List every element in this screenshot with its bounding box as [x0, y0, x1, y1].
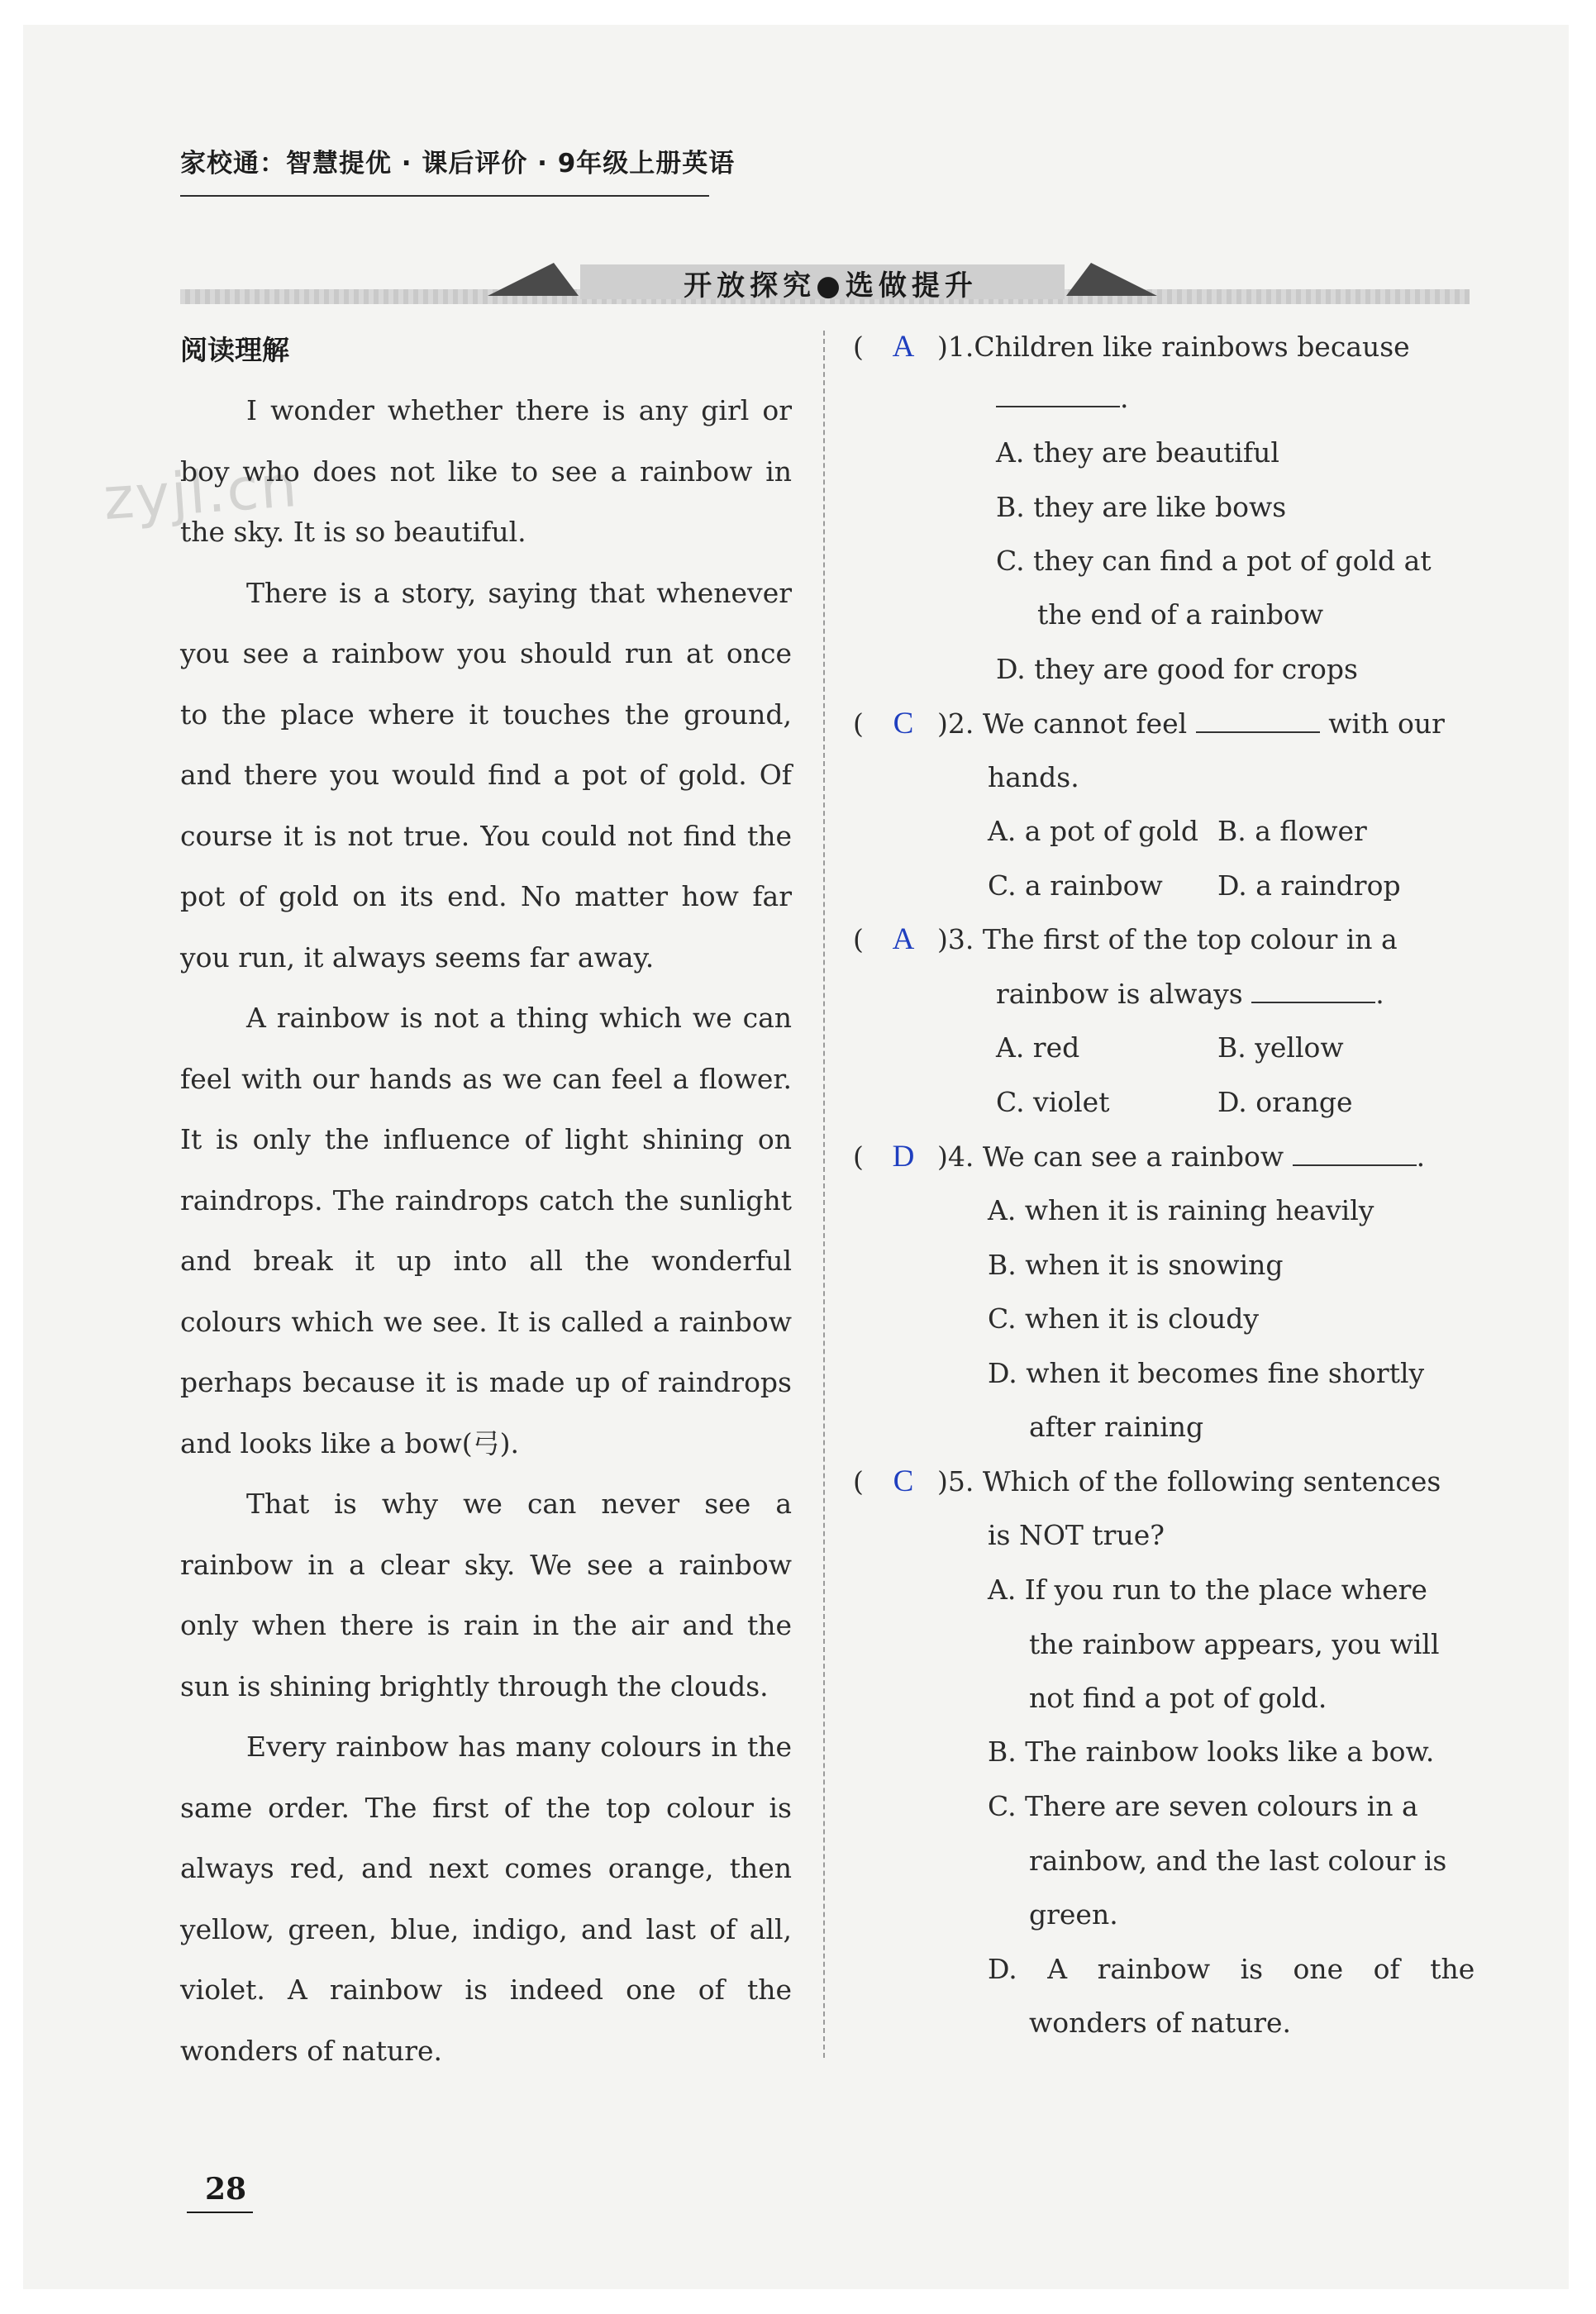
question-2-stem-cont: hands. — [988, 761, 1079, 793]
answer-blank — [1293, 1141, 1417, 1166]
banner-title: 开放探究●选做提升 — [684, 269, 978, 302]
q2-option-a: A. a pot of gold — [988, 815, 1198, 847]
column-divider — [823, 331, 825, 2058]
q4-option-a: A. when it is raining heavily — [988, 1194, 1374, 1226]
question-2-stem — [937, 707, 1445, 740]
question-4-stem-start: )4. We can see a rainbow — [937, 1140, 1284, 1173]
question-3-stem-cont-start: rainbow is always — [996, 978, 1243, 1010]
q1-option-d: D. they are good for crops — [996, 653, 1358, 685]
q3-option-d: D. orange — [1217, 1086, 1353, 1118]
q4-option-b: B. when it is snowing — [988, 1249, 1284, 1281]
q5-option-a: A. If you run to the place where — [988, 1574, 1427, 1606]
section-title: 阅读理解 — [180, 334, 289, 366]
q5-option-a-cont: not find a pot of gold. — [1029, 1682, 1327, 1714]
q5-option-d-cont: wonders of nature. — [1029, 2007, 1292, 2039]
banner-left-arrow-icon — [488, 263, 579, 296]
q5-option-b: B. The rainbow looks like a bow. — [988, 1736, 1435, 1768]
q2-option-d: D. a raindrop — [1217, 869, 1401, 902]
q1-option-a: A. they are beautiful — [996, 436, 1279, 469]
q4-option-d: D. when it becomes fine shortly — [988, 1357, 1425, 1389]
question-2-stem-end: with our — [1328, 707, 1445, 740]
watermark: zyjl.cn — [101, 451, 301, 534]
answer-5: C — [893, 1464, 914, 1498]
header-title: 家校通：智慧提优 · 课后评价 · 9年级上册英语 — [180, 149, 736, 179]
answer-paren-open: ( — [853, 1140, 864, 1173]
passage-paragraph: There is a story, saying that whenever you see a rainbow you should run at once to the place where it touches the ground, and there you would find a pot of gold. Of course it is not true. You could not find the pot of gold on its end. No matter how far you run, it always seems far away. — [180, 576, 792, 974]
answer-blank — [996, 383, 1120, 407]
question-5-stem-cont: is NOT true? — [988, 1519, 1165, 1551]
q2-option-b: B. a flower — [1217, 815, 1367, 847]
answer-paren-open: ( — [853, 1465, 864, 1497]
q1-option-c-cont: the end of a rainbow — [1037, 598, 1324, 631]
question-4-stem — [937, 1140, 1425, 1173]
question-3-stem-cont — [996, 978, 1384, 1010]
q5-option-c: C. There are seven colours in a — [988, 1790, 1418, 1822]
passage-paragraph: I wonder whether there is any girl or boy who does not like to see a rainbow in the sky. It is so beautiful. — [180, 394, 792, 548]
answer-paren-open: ( — [853, 707, 864, 740]
q3-option-b: B. yellow — [1217, 1031, 1344, 1064]
q5-option-a-cont: the rainbow appears, you will — [1029, 1628, 1440, 1660]
question-1-stem-end: . — [1120, 382, 1129, 414]
answer-3: A — [892, 922, 915, 956]
question-5-stem: )5. Which of the following sentences — [937, 1465, 1441, 1497]
question-1-stem: )1.Children like rainbows because — [937, 331, 1410, 363]
header-rule — [180, 195, 709, 197]
answer-4: D — [892, 1140, 915, 1174]
answer-paren-open: ( — [853, 331, 864, 363]
answer-2: C — [893, 707, 914, 740]
question-2-stem-start: )2. We cannot feel — [937, 707, 1188, 740]
q3-option-a: A. red — [996, 1031, 1080, 1064]
q5-option-d: D. A rainbow is one of the — [988, 1953, 1475, 1985]
passage-paragraph: Every rainbow has many colours in the same order. The first of the top colour is always red, and next comes orange, then yellow, green, blue, indigo, and last of all, violet. A rainbow is indeed one of the wonders of nature. — [180, 1731, 792, 2067]
q4-option-c: C. when it is cloudy — [988, 1302, 1260, 1335]
question-1-blank-line — [996, 382, 1129, 414]
answer-blank — [1196, 708, 1320, 733]
page-number-rule — [187, 2212, 253, 2213]
passage-paragraph: That is why we can never see a rainbow in a clear sky. We see a rainbow only when there is rain in the air and the sun is shining brightly through the clouds. — [180, 1488, 792, 1702]
q3-option-c: C. violet — [996, 1086, 1110, 1118]
question-3-stem: )3. The first of the top colour in a — [937, 923, 1398, 955]
answer-paren-open: ( — [853, 923, 864, 955]
q1-option-b: B. they are like bows — [996, 491, 1287, 523]
page-number: 28 — [205, 2172, 247, 2207]
banner-right-arrow-icon — [1066, 263, 1157, 296]
q2-option-c: C. a rainbow — [988, 869, 1163, 902]
q5-option-c-cont: green. — [1029, 1898, 1118, 1931]
answer-blank — [1251, 978, 1375, 1003]
reading-passage — [180, 380, 792, 2081]
q1-option-c: C. they can find a pot of gold at — [996, 545, 1432, 577]
answer-1: A — [892, 330, 915, 364]
q5-option-c-cont: rainbow, and the last colour is — [1029, 1845, 1447, 1877]
question-4-stem-end: . — [1416, 1140, 1426, 1173]
passage-paragraph: A rainbow is not a thing which we can feel with our hands as we can feel a flower. It is only the influence of light shining on raindrops. The raindrops catch the sunlight and break it up into all the wonderful colours which we see. It is called a rainbow perhaps because it is made up of raindrops and looks like a bow(弓). — [180, 1002, 792, 1459]
q4-option-d-cont: after raining — [1029, 1411, 1204, 1443]
question-3-stem-end: . — [1375, 978, 1384, 1010]
